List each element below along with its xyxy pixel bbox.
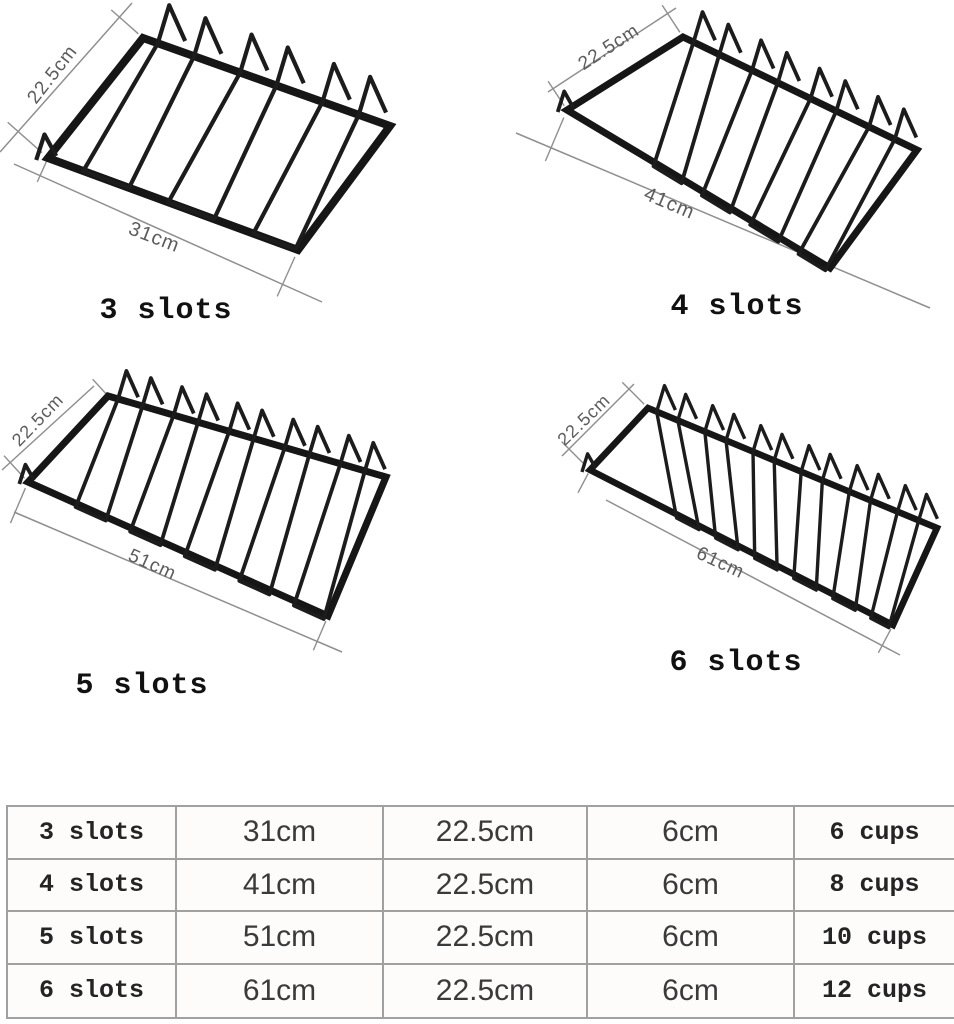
hook-spike — [240, 35, 267, 73]
glass-channel — [83, 43, 194, 188]
hook-spike — [822, 454, 841, 480]
hook-spike — [705, 406, 724, 432]
rack-4-slots-drawing — [516, 5, 930, 308]
hook-spike — [811, 69, 833, 99]
hook-spike — [871, 474, 890, 500]
hook-spike — [194, 18, 221, 56]
hook-spike — [836, 81, 858, 111]
hook-spike — [895, 109, 917, 139]
length-dimension-line — [14, 512, 342, 652]
depth-dimension-label: 22.5cm — [23, 41, 82, 108]
hook-spike — [778, 53, 800, 83]
glass-channel — [871, 512, 919, 628]
hook-spike — [774, 434, 793, 460]
hook-spike — [322, 64, 349, 102]
spec-cell: 31cm — [177, 807, 384, 858]
dimension-tick — [578, 473, 588, 492]
spec-cell: 10 cups — [821, 922, 928, 952]
spec-cell: 8 cups — [829, 870, 920, 900]
spec-cell: 6 cups — [829, 817, 920, 847]
hook-spike — [340, 436, 360, 464]
glass-channel — [168, 73, 276, 219]
hook-spike — [849, 466, 868, 492]
dimension-tick — [10, 488, 25, 523]
hook-spike — [678, 394, 697, 420]
hook-spike — [657, 386, 676, 412]
rack-caption-4-slots: 4 slots — [670, 290, 804, 324]
length-dimension-label: 31cm — [125, 217, 183, 258]
hook-spike — [198, 394, 218, 422]
hook-spike — [719, 25, 741, 55]
hook-spike — [254, 410, 274, 438]
hook-spike — [726, 414, 745, 440]
length-dimension-label: 51cm — [124, 545, 180, 585]
length-dimension-label: 61cm — [693, 542, 748, 584]
spec-table — [6, 805, 954, 1019]
glass-channel — [239, 448, 309, 595]
hook-spike — [118, 371, 138, 399]
spec-cell: 6cm — [588, 860, 795, 911]
dimension-tick — [313, 621, 325, 650]
hook-spike — [919, 494, 938, 520]
rack-5-slots-drawing — [2, 371, 386, 652]
spec-cell: 12 cups — [821, 976, 928, 1006]
spec-cell: 6cm — [588, 965, 795, 1018]
rack-3-slots-drawing — [0, 3, 390, 302]
rack-frame — [567, 37, 917, 268]
rack-6-slots-drawing — [553, 382, 937, 655]
hook-spike — [869, 97, 891, 127]
hook-spike — [753, 426, 772, 452]
rack-caption-3-slots: 3 slots — [99, 294, 233, 328]
spec-cell: 4 slots — [8, 860, 177, 911]
dimension-tick — [277, 257, 295, 297]
spec-cell: 22.5cm — [384, 860, 588, 911]
hook-spike — [694, 12, 716, 42]
hook-spike — [752, 40, 774, 70]
dimension-tick — [37, 162, 46, 182]
spec-table-row — [8, 860, 954, 913]
spec-cell: 6 slots — [8, 965, 177, 1018]
hook-spike — [174, 387, 194, 415]
spec-cell: 41cm — [177, 860, 384, 911]
spec-cell: 61cm — [177, 965, 384, 1018]
dimension-tick — [662, 5, 680, 32]
spec-cell: 22.5cm — [384, 965, 588, 1018]
hook-spike — [142, 378, 162, 406]
spec-cell: 6cm — [588, 912, 795, 963]
depth-dimension-label: 22.5cm — [574, 19, 644, 75]
glass-channel — [653, 42, 719, 183]
rack-frame — [590, 408, 937, 625]
hook-spike — [158, 5, 185, 43]
spec-cell: 6cm — [588, 807, 795, 858]
depth-dimension-label: 22.5cm — [7, 389, 68, 451]
spec-cell: 3 slots — [8, 807, 177, 858]
spec-cell: 5 slots — [8, 912, 177, 963]
glass-channel — [253, 102, 358, 249]
spec-cell: 51cm — [177, 912, 384, 963]
glass-channel — [833, 492, 871, 611]
length-dimension-label: 41cm — [640, 183, 698, 224]
hook-spike — [801, 446, 820, 472]
hook-spike — [365, 443, 385, 471]
spec-table-row — [8, 807, 954, 860]
hook-spike — [229, 403, 249, 431]
rack-caption-5-slots: 5 slots — [75, 669, 209, 703]
glass-channel — [794, 472, 823, 590]
hook-spike — [276, 48, 303, 86]
spec-table-row — [8, 912, 954, 965]
glass-channel — [294, 464, 365, 619]
glass-channel — [130, 415, 198, 545]
glass-channel — [185, 431, 254, 570]
spec-table-row — [8, 965, 954, 1018]
spec-cell: 22.5cm — [384, 912, 588, 963]
hook-spike — [898, 486, 917, 512]
hook-spike — [285, 420, 305, 448]
dimension-tick — [93, 379, 106, 393]
hook-spike — [359, 77, 386, 115]
rack-caption-6-slots: 6 slots — [669, 646, 803, 680]
hook-spike — [309, 427, 329, 455]
depth-dimension-label: 22.5cm — [553, 389, 615, 450]
spec-cell: 22.5cm — [384, 807, 588, 858]
dimension-tick — [545, 118, 563, 161]
